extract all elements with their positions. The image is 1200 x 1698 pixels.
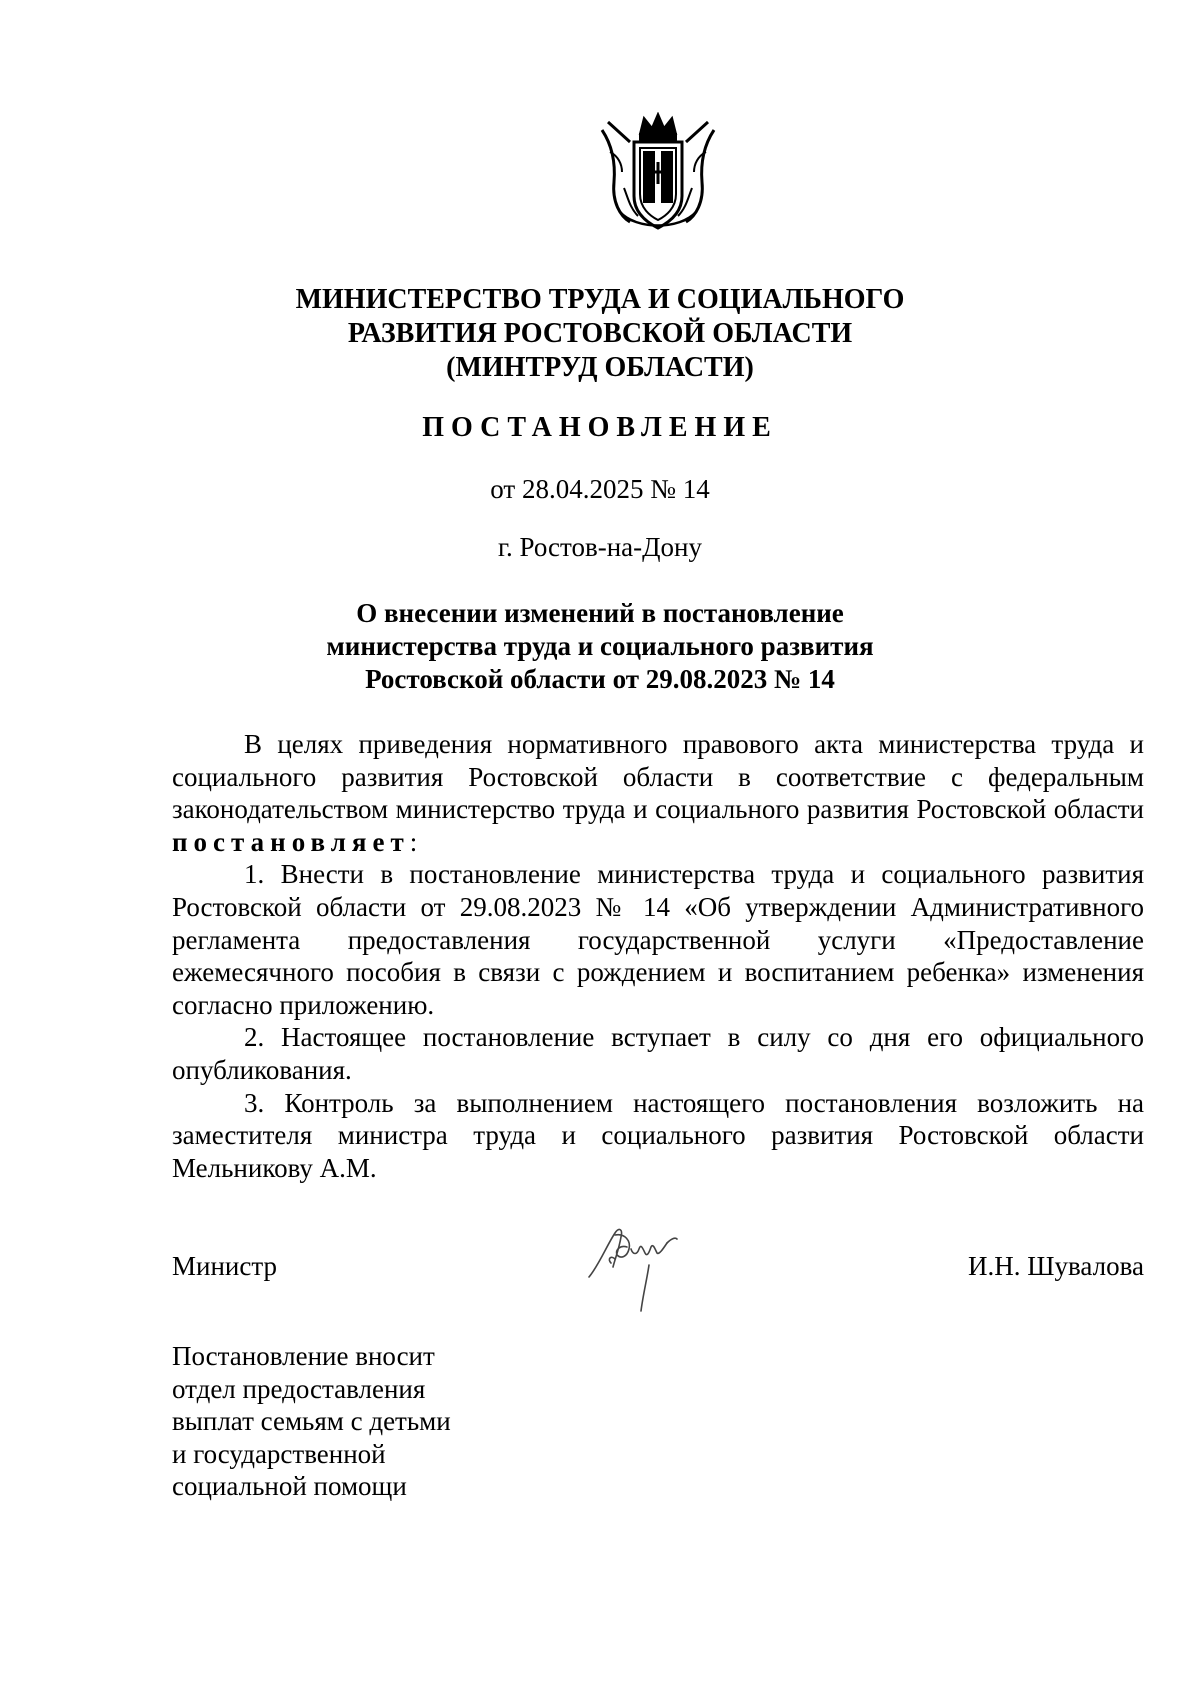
document-place: г. Ростов-на-Дону bbox=[497, 532, 702, 562]
item-1-paragraph: 1. Внести в постановление министерства труда и социального развития Ростовской области от 29.08.2023 № 14 «Об утверждении Административного регламента предоставления государственной услуги «Предоставление ежемесячного пособия в связи с рождением и воспитанием ребенка» изменения согласно приложению. bbox=[172, 859, 1144, 1020]
item-3-paragraph: 3. Контроль за выполнением настоящего постановления возложить на заместителя министра труда и социального развития Ростовской области Мельникову А.М. bbox=[172, 1087, 1144, 1183]
document-type: ПОСТАНОВЛЕНИЕ bbox=[422, 412, 778, 443]
author-line: отдел предоставления bbox=[172, 1373, 426, 1404]
item-2-paragraph: 2. Настоящее постановление вступает в силу со дня его официального опубликования. bbox=[172, 1022, 1144, 1085]
handwritten-signature-icon bbox=[585, 1215, 705, 1325]
resolves-word: постановляет bbox=[172, 826, 410, 857]
issuer-line: (МИНТРУД ОБЛАСТИ) bbox=[446, 352, 754, 383]
coat-of-arms-icon bbox=[600, 112, 716, 236]
document-date-number: от 28.04.2025 № 14 bbox=[490, 474, 710, 504]
author-line: социальной помощи bbox=[172, 1471, 407, 1501]
preamble-paragraph bbox=[172, 728, 1144, 858]
issuer-line: МИНИСТЕРСТВО ТРУДА И СОЦИАЛЬНОГО bbox=[295, 284, 905, 315]
subject-line: Ростовской области от 29.08.2023 № 14 bbox=[365, 664, 835, 694]
preamble-colon: : bbox=[409, 826, 418, 857]
author-line: и государственной bbox=[172, 1438, 386, 1469]
signatory-role: Министр bbox=[172, 1251, 277, 1281]
subject-line: министерства труда и социального развития bbox=[326, 631, 874, 661]
issuer-line: РАЗВИТИЯ РОСТОВСКОЙ ОБЛАСТИ bbox=[347, 318, 853, 349]
subject-line: О внесении изменений в постановление bbox=[356, 598, 844, 628]
issuer-header bbox=[170, 283, 1030, 385]
preamble-text: В целях приведения нормативного правового акта министерства труда и социального развития Ростовской области в соответствие с федеральным законодательством министерство труда и социального развития Ростовской области bbox=[172, 729, 1144, 825]
author-line: выплат семьям с детьми bbox=[172, 1406, 451, 1436]
document-subject bbox=[170, 597, 1030, 696]
submitting-department-note bbox=[172, 1340, 492, 1503]
document-body bbox=[172, 728, 1144, 1184]
author-line: Постановление вносит bbox=[172, 1341, 435, 1371]
signatory-name: И.Н. Шувалова bbox=[968, 1251, 1144, 1281]
